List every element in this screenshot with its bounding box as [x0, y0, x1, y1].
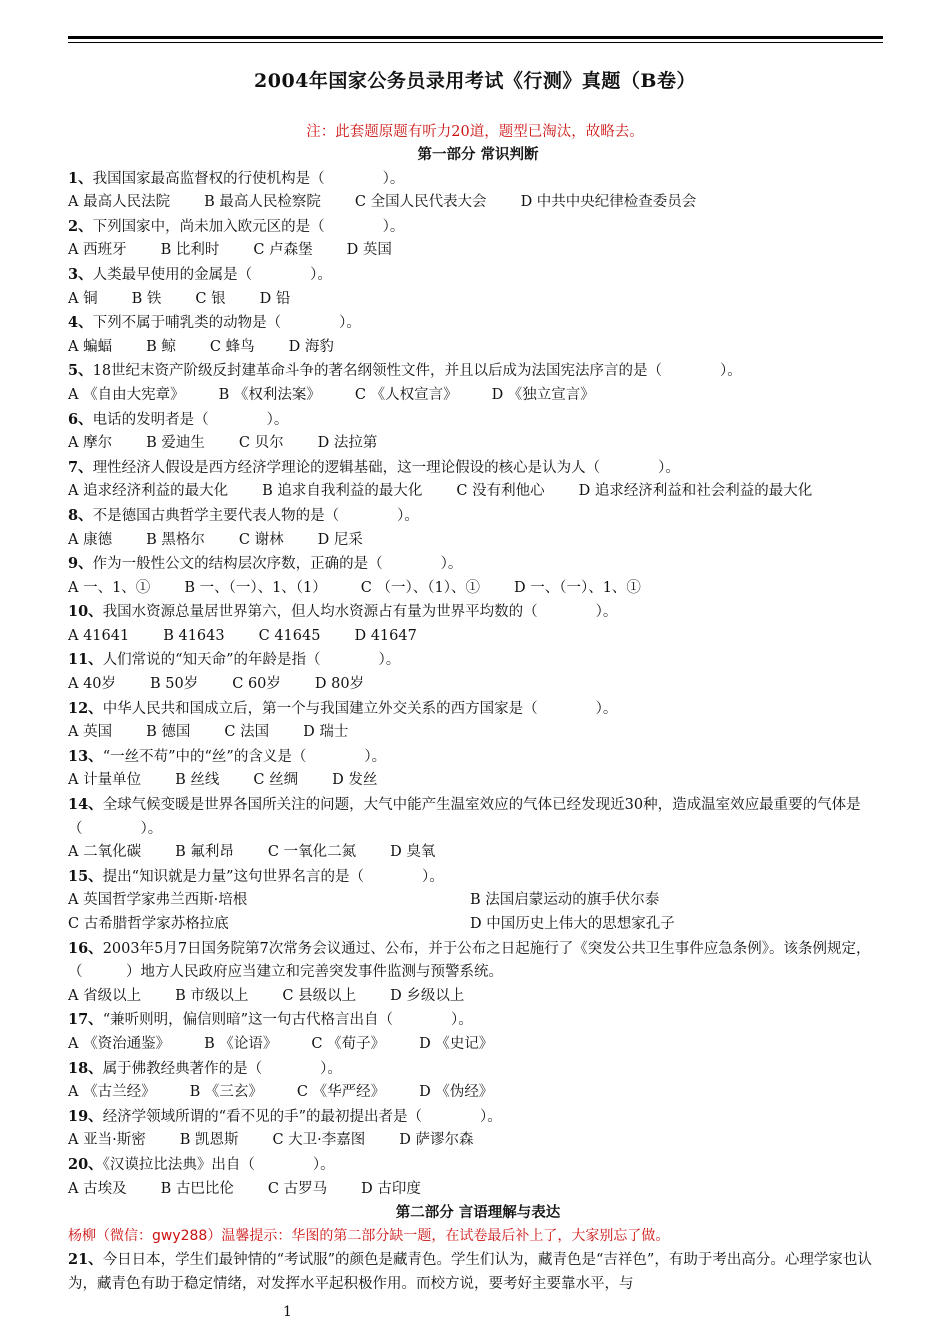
question-8 — [68, 504, 888, 529]
question-14 — [68, 793, 888, 841]
question-text: “兼听则明，偏信则暗”这一句古代格言出自（ ）。 — [102, 1012, 473, 1029]
option-b: B 50岁 — [150, 676, 199, 693]
option-row — [68, 384, 888, 408]
option-c: C （一）、（1）、① — [360, 579, 480, 596]
question-text: 经济学领域所谓的“看不见的手”的最初提出者是（ ）。 — [102, 1108, 502, 1125]
option-d: D 追求经济利益和社会利益的最大化 — [578, 483, 813, 500]
option-b: B 《三玄》 — [189, 1084, 263, 1101]
option-a: A 亚当·斯密 — [68, 1132, 146, 1149]
question-7 — [68, 456, 888, 481]
option-row — [68, 577, 888, 601]
option-row — [68, 769, 888, 793]
option-d: D 《伪经》 — [419, 1084, 494, 1101]
option-c: C 古罗马 — [267, 1180, 328, 1197]
question-number: 7、 — [68, 458, 93, 476]
option-c: C 丝绸 — [253, 772, 299, 789]
question-number: 13、 — [68, 747, 103, 765]
question-3 — [68, 263, 888, 288]
question-text: 18世纪末资产阶级反封建革命斗争的著名纲领性文件，并且以后成为法国宪法序言的是（ ）。 — [92, 363, 742, 380]
option-b: B 《权利法案》 — [218, 386, 321, 403]
option-row — [68, 432, 888, 456]
option-d: D 发丝 — [332, 772, 378, 789]
option-c: C 县级以上 — [282, 987, 357, 1004]
question-18 — [68, 1057, 888, 1082]
question-10 — [68, 600, 888, 625]
option-b: B 《论语》 — [204, 1035, 278, 1052]
option-c: C 《荀子》 — [311, 1035, 386, 1052]
question-text: 我国国家最高监督权的行使机构是（ ）。 — [92, 170, 405, 187]
option-c: C 《华严经》 — [296, 1084, 386, 1101]
option-c: C 古希腊哲学家苏格拉底 — [68, 916, 229, 932]
option-d: D 海豹 — [288, 338, 334, 355]
option-b: B 德国 — [146, 724, 191, 741]
question-text: 作为一般性公文的结构层次序数，正确的是（ ）。 — [92, 556, 463, 573]
top-rule-thin — [68, 42, 883, 43]
option-row — [68, 1081, 888, 1105]
option-a: A 省级以上 — [68, 987, 142, 1004]
option-c: C 60岁 — [232, 676, 281, 693]
option-a: A 康德 — [68, 531, 113, 548]
option-row — [68, 1033, 888, 1057]
question-text: 全球气候变暖是世界各国所关注的问题，大气中能产生温室效应的气体已经发现近30种，造成温室效应最重要的气体是（ ）。 — [68, 797, 861, 837]
option-b: B 市级以上 — [175, 987, 249, 1004]
red-note: 注：此套题原题有听力20道，题型已淘汰，故略去。 — [306, 124, 644, 140]
option-d: D 英国 — [346, 242, 392, 259]
option-c: C 《人权宣言》 — [354, 386, 458, 403]
question-number: 20、 — [68, 1155, 103, 1173]
question-text: 中华人民共和国成立后，第一个与我国建立外交关系的西方国家是（ ）。 — [102, 700, 618, 717]
question-13 — [68, 745, 888, 770]
option-row — [68, 288, 888, 312]
option-row — [68, 1178, 888, 1202]
option-c: C 一氧化二氮 — [267, 844, 357, 861]
option-a: A 40岁 — [68, 676, 117, 693]
option-a: A 《自由大宪章》 — [68, 386, 185, 403]
option-b: B 丝线 — [175, 772, 220, 789]
question-16 — [68, 937, 888, 985]
document-title: 2004年国家公务员录用考试《行测》真题（B卷） — [254, 70, 696, 92]
option-b: B 鲸 — [146, 338, 176, 355]
question-number: 1、 — [68, 169, 93, 187]
option-row — [68, 239, 888, 263]
option-c: C 大卫·李嘉图 — [272, 1132, 366, 1149]
question-number: 11、 — [68, 651, 103, 669]
question-12 — [68, 697, 888, 722]
option-a: A 英国哲学家弗兰西斯·培根 — [68, 892, 248, 909]
question-2 — [68, 215, 888, 240]
question-list — [68, 167, 888, 1202]
question-number: 17、 — [68, 1011, 103, 1029]
option-a: A 计量单位 — [68, 772, 142, 789]
option-row — [68, 841, 888, 865]
option-c: C 法国 — [224, 724, 270, 741]
option-d: D 萨谬尔森 — [399, 1132, 474, 1149]
question-number: 10、 — [68, 603, 103, 621]
question-9 — [68, 552, 888, 577]
option-row — [68, 889, 888, 913]
option-d: D 中共中央纪律检查委员会 — [520, 194, 697, 211]
question-text: 电话的发明者是（ ）。 — [92, 411, 289, 428]
question-11 — [68, 648, 888, 673]
option-b: B 爱迪生 — [146, 435, 205, 452]
question-17 — [68, 1008, 888, 1033]
question-19 — [68, 1105, 888, 1130]
question-text: 2003年5月7日国务院第7次常务会议通过、公布，并于公布之日起施行了《突发公共卫生事件应急条例》。该条例规定，（ ）地方人民政府应当建立和完善突发事件监测与预警系统。 — [68, 940, 871, 981]
option-row — [68, 673, 888, 697]
question-text: 人类最早使用的金属是（ ）。 — [92, 266, 332, 283]
option-b: B 黑格尔 — [146, 531, 205, 548]
question-number: 4、 — [68, 314, 93, 332]
question-text: 下列不属于哺乳类的动物是（ ）。 — [92, 315, 361, 332]
question-text: “一丝不苟”中的“丝”的含义是（ ）。 — [102, 748, 387, 765]
option-a: A 古埃及 — [68, 1180, 127, 1197]
question-number: 3、 — [68, 265, 93, 283]
option-d: D 臭氧 — [390, 844, 436, 861]
option-row — [68, 336, 888, 360]
option-b: B 一、（一）、1、（1） — [184, 579, 327, 596]
option-a: A 追求经济利益的最大化 — [68, 483, 229, 500]
option-row — [68, 913, 888, 937]
question-text: 《汉谟拉比法典》出自（ ）。 — [102, 1156, 335, 1173]
question-text: 我国水资源总量居世界第六，但人均水资源占有量为世界平均数的（ ）。 — [102, 604, 618, 621]
option-b: B 古巴比伦 — [160, 1180, 234, 1197]
question-6 — [68, 408, 888, 433]
question-number: 9、 — [68, 555, 93, 573]
option-row — [68, 480, 888, 504]
option-a: A 英国 — [68, 724, 113, 741]
option-d: D 《独立宣言》 — [491, 386, 595, 403]
question-15 — [68, 865, 888, 890]
option-a: A 最高人民法院 — [68, 194, 171, 211]
promo-note: 杨柳（微信：gwy288）温馨提示：华图的第二部分缺一题，在试卷最后补上了，大家别忘了做。 — [68, 1227, 670, 1244]
option-c: C 银 — [195, 290, 226, 307]
option-c: C 蜂鸟 — [209, 338, 255, 355]
question-text: 不是德国古典哲学主要代表人物的是（ ）。 — [92, 507, 419, 524]
question-number: 5、 — [68, 362, 93, 380]
option-d: D 中国历史上伟大的思想家孔子 — [470, 916, 675, 932]
option-b: B 铁 — [131, 290, 162, 307]
option-row — [68, 721, 888, 745]
option-d: D 瑞士 — [303, 724, 349, 741]
option-row — [68, 529, 888, 553]
option-d: D 法拉第 — [317, 435, 378, 452]
question-text: 属于佛教经典著作的是（ ）。 — [102, 1060, 342, 1077]
option-c: C 41645 — [258, 627, 321, 644]
option-b: B 追求自我利益的最大化 — [262, 483, 423, 500]
top-rule-thick — [68, 36, 883, 39]
page-number: 1 — [283, 1304, 292, 1320]
question-number: 2、 — [68, 217, 93, 235]
option-c: C 全国人民代表大会 — [354, 194, 487, 211]
question-number: 16、 — [68, 939, 103, 957]
option-row — [68, 1129, 888, 1153]
option-d: D 80岁 — [314, 676, 365, 693]
option-d: D 乡级以上 — [390, 987, 465, 1004]
question-number: 14、 — [68, 796, 103, 814]
option-d: D 尼采 — [317, 531, 363, 548]
option-d: D 古印度 — [361, 1180, 421, 1197]
option-d: D 41647 — [354, 627, 417, 644]
option-a: A 一、1、① — [68, 579, 151, 596]
question-4 — [68, 311, 888, 336]
question-text: 人们常说的“知天命”的年龄是指（ ）。 — [102, 652, 401, 669]
option-c: C 没有利他心 — [456, 483, 545, 500]
option-b: B 法国启蒙运动的旗手伏尔泰 — [470, 892, 660, 909]
question-number: 19、 — [68, 1107, 103, 1125]
option-b: B 氟利昂 — [175, 844, 234, 861]
option-a: A 二氧化碳 — [68, 844, 142, 861]
question-number: 8、 — [68, 506, 93, 524]
question-5 — [68, 359, 888, 384]
option-row — [68, 625, 888, 649]
option-a: A 《资治通鉴》 — [68, 1035, 171, 1052]
option-a: A 蝙蝠 — [68, 338, 113, 355]
option-a: A 《古兰经》 — [68, 1084, 156, 1101]
option-c: C 谢林 — [238, 531, 284, 548]
question-number: 15、 — [68, 867, 103, 885]
question-number: 6、 — [68, 410, 93, 428]
question-number: 12、 — [68, 699, 103, 717]
option-a: A 西班牙 — [68, 242, 127, 259]
question-20 — [68, 1153, 888, 1178]
option-c: C 卢森堡 — [253, 242, 313, 259]
question-text: 理性经济人假设是西方经济学理论的逻辑基础，这一理论假设的核心是认为人（ ）。 — [92, 459, 680, 476]
question-text: 提出“知识就是力量”这句世界名言的是（ ）。 — [102, 868, 444, 885]
option-a: A 铜 — [68, 290, 98, 307]
option-c: C 贝尔 — [238, 435, 284, 452]
option-b: B 凯恩斯 — [179, 1132, 239, 1149]
option-a: A 41641 — [68, 627, 130, 644]
option-d: D 一、（一）、1、① — [513, 579, 641, 596]
option-b: B 最高人民检察院 — [204, 194, 321, 211]
option-d: D 《史记》 — [419, 1035, 494, 1052]
section-heading-1: 第一部分 常识判断 — [417, 146, 539, 163]
option-b: B 41643 — [163, 627, 225, 644]
question-1 — [68, 167, 888, 192]
document-body — [68, 143, 888, 1297]
question-21 — [68, 1248, 888, 1296]
question-number: 21、 — [68, 1251, 103, 1269]
question-text: 下列国家中，尚未加入欧元区的是（ ）。 — [92, 218, 405, 235]
question-text: 今日日本，学生们最钟情的“考试服”的颜色是藏青色。学生们认为，藏青色是“吉祥色”，有助于考出高分。心理学家也认为，藏青色有助于稳定情绪，对发挥水平起积极作用。而校方说，要考好主要靠水平，与 — [68, 1252, 872, 1292]
option-row — [68, 985, 888, 1009]
option-row — [68, 191, 888, 215]
option-b: B 比利时 — [160, 242, 220, 259]
question-number: 18、 — [68, 1059, 103, 1077]
option-a: A 摩尔 — [68, 435, 113, 452]
option-d: D 铅 — [259, 290, 291, 307]
section-heading-2: 第二部分 言语理解与表达 — [395, 1204, 561, 1222]
